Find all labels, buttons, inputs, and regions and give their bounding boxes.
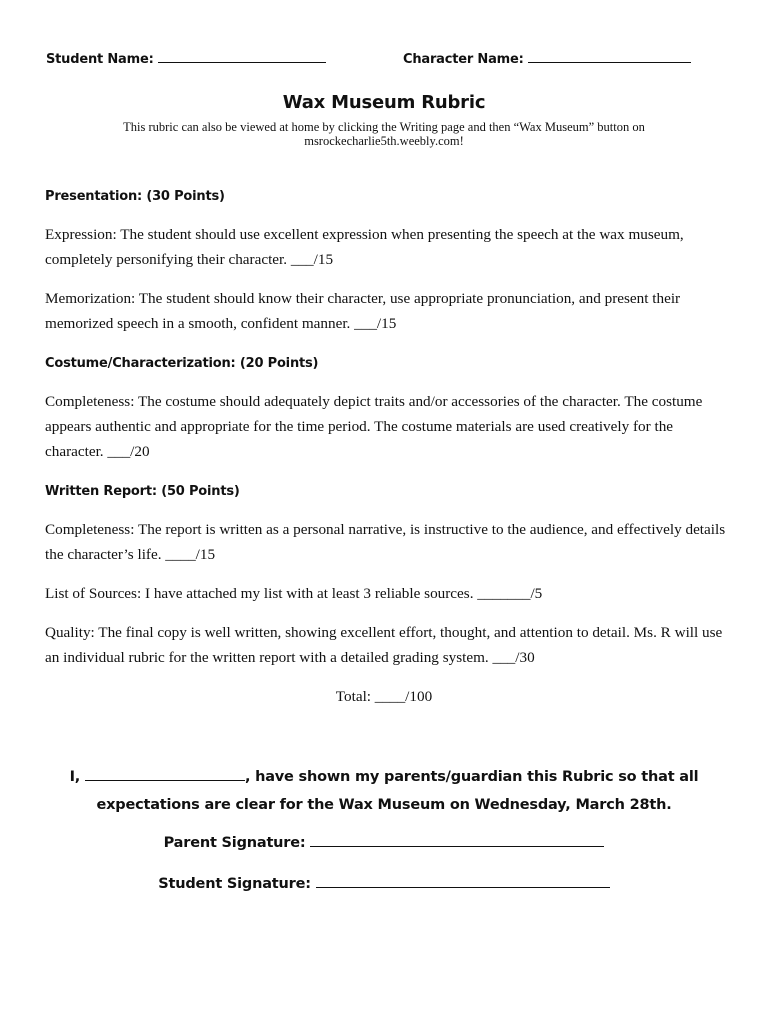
student-signature-blank[interactable] [316,886,610,888]
section-heading-costume: Costume/Characterization: (20 Points) [45,356,319,371]
student-name-field[interactable] [46,52,326,67]
page-title: Wax Museum Rubric [282,92,486,113]
student-name-label: Student Name: [46,52,154,67]
rubric-item-expression: Expression: The student should use excellent expression when presenting the speech at the wax museum, completely personifying their character. ___/15 [45,226,684,268]
student-signature-line[interactable] [0,876,768,892]
parent-signature-blank[interactable] [310,845,604,847]
section-heading-presentation: Presentation: (30 Points) [45,189,225,204]
rubric-item-costume-completeness: Completeness: The costume should adequately depict traits and/or accessories of the character. The costume appears authentic and appropriate for the time period. The costume materials are used creatively for the character. ___/20 [45,393,703,460]
rubric-item-memorization: Memorization: The student should know their character, use appropriate pronunciation, and present their memorized speech in a smooth, confident manner. ___/15 [45,290,681,332]
rubric-item-quality: Quality: The final copy is well written, showing excellent effort, thought, and attention to detail. Ms. R will use an individual rubric for the written report with a detailed grading system. ___/30 [45,624,723,666]
section-heading-report: Written Report: (50 Points) [45,484,240,499]
parent-signature-label: Parent Signature: [163,835,306,851]
rubric-item-sources: List of Sources: I have attached my list with at least 3 reliable sources. _______/5 [45,585,543,602]
pledge-name-blank[interactable] [85,779,245,781]
student-signature-label: Student Signature: [158,876,311,892]
student-name-blank[interactable] [158,61,326,63]
parent-signature-line[interactable] [0,835,768,851]
pledge-statement [40,763,728,819]
pledge-prefix: I, [69,769,81,785]
character-name-blank[interactable] [528,61,691,63]
character-name-field[interactable] [403,52,691,67]
pledge-text: , have shown my parents/guardian this Rubric so that all expectations are clear for the Wax Museum on Wednesday, March 28th. [96,769,699,813]
total-score: Total: ____/100 [335,688,433,705]
character-name-label: Character Name: [403,52,524,67]
page-subtitle: This rubric can also be viewed at home by clicking the Writing page and then “Wax Museum” button on msrockecharlie5th.weebly.com! [123,120,645,148]
rubric-item-report-completeness: Completeness: The report is written as a personal narrative, is instructive to the audience, and effectively details the character’s life. ____/15 [45,521,726,563]
